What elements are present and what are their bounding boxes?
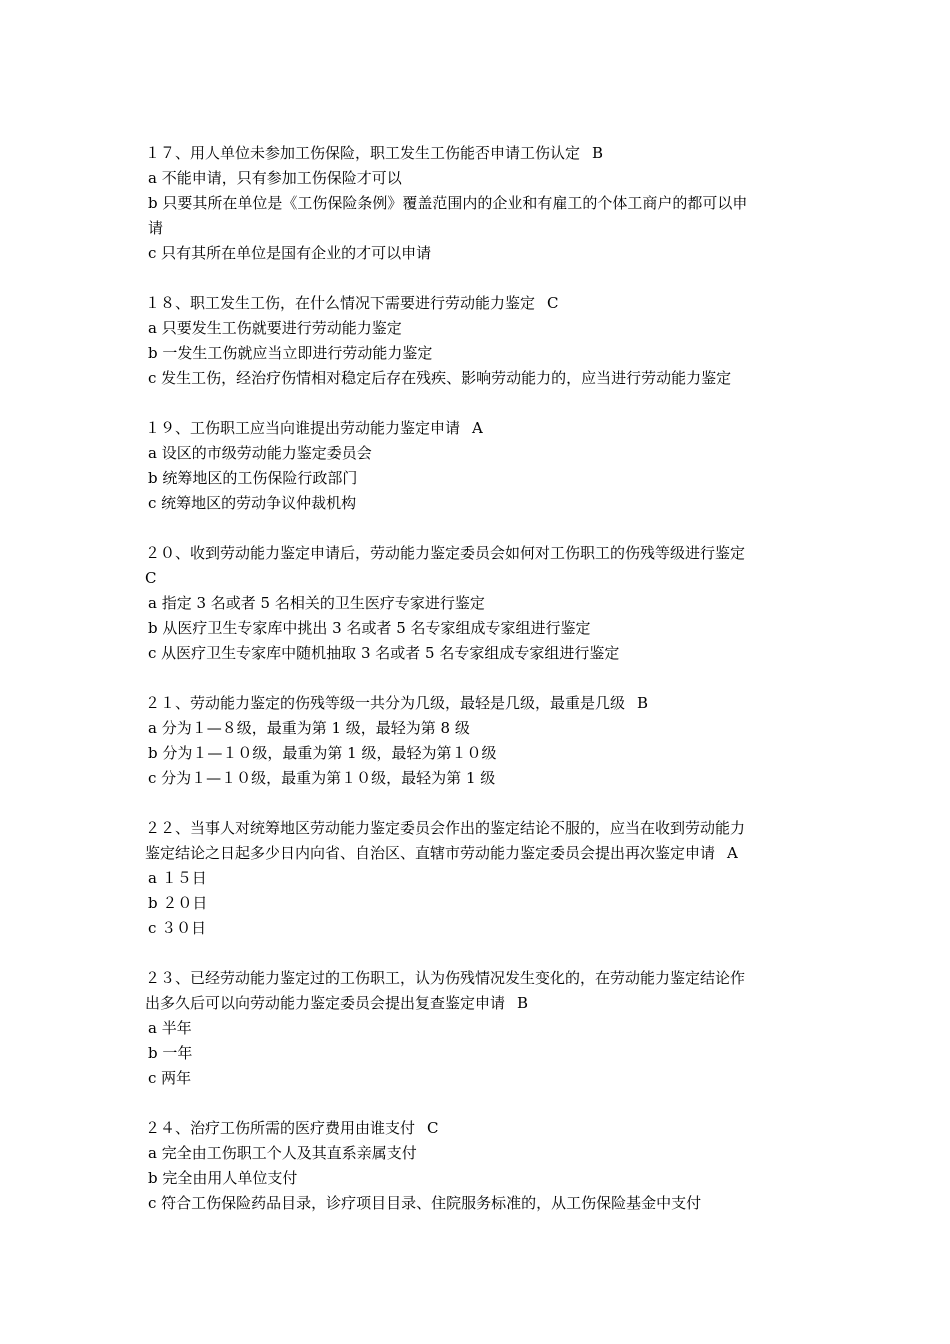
answer-option: a 半年 — [148, 1019, 192, 1037]
question-stem-text: １８、职工发生工伤，在什么情况下需要进行劳动能力鉴定 — [145, 294, 536, 312]
question-block — [145, 291, 815, 391]
question-stem-line — [145, 841, 815, 866]
answer-option: c 从医疗卫生专家库中随机抽取 3 名或者 5 名专家组成专家组进行鉴定 — [148, 644, 620, 662]
answer-option: a 指定 3 名或者 5 名相关的卫生医疗专家进行鉴定 — [148, 594, 485, 612]
question-stem-line — [145, 541, 815, 566]
answer-option: a 只要发生工伤就要进行劳动能力鉴定 — [148, 319, 402, 337]
answer-option: b 从医疗卫生专家库中挑出 3 名或者 5 名专家组成专家组进行鉴定 — [148, 619, 591, 637]
question-stem-line — [145, 691, 815, 716]
answer-key: A — [472, 419, 483, 437]
question-stem-line — [145, 966, 815, 991]
answer-option: 请 — [148, 219, 164, 237]
question-stem-text: ２０、收到劳动能力鉴定申请后，劳动能力鉴定委员会如何对工伤职工的伤残等级进行鉴定 — [145, 544, 746, 562]
answer-option: c 符合工伤保险药品目录，诊疗项目目录、住院服务标准的，从工伤保险基金中支付 — [148, 1194, 702, 1212]
answer-option: b 分为１—１０级，最重为第 1 级，最轻为第１０级 — [148, 744, 497, 762]
answer-key: A — [727, 844, 738, 862]
answer-key: C — [145, 569, 157, 587]
question-block — [145, 541, 815, 666]
question-stem-text: ２４、治疗工伤所需的医疗费用由谁支付 — [145, 1119, 416, 1137]
answer-key: B — [517, 994, 529, 1012]
answer-option: a 设区的市级劳动能力鉴定委员会 — [148, 444, 372, 462]
answer-option: c 只有其所在单位是国有企业的才可以申请 — [148, 244, 432, 262]
answer-option: b 完全由用人单位支付 — [148, 1169, 298, 1187]
answer-key: C — [427, 1119, 439, 1137]
question-block — [145, 966, 815, 1091]
document-page — [145, 141, 815, 1241]
answer-key: B — [592, 144, 604, 162]
question-block — [145, 141, 815, 266]
question-stem-line — [145, 991, 815, 1016]
answer-option: a １５日 — [148, 869, 207, 887]
question-stem-text: １７、用人单位未参加工伤保险，职工发生工伤能否申请工伤认定 — [145, 144, 581, 162]
question-stem-text: ２３、已经劳动能力鉴定过的工伤职工，认为伤残情况发生变化的，在劳动能力鉴定结论作 — [145, 969, 746, 987]
question-stem-line — [145, 1116, 815, 1141]
answer-option: b 只要其所在单位是《工伤保险条例》覆盖范围内的企业和有雇工的个体工商户的都可以申 — [148, 194, 748, 212]
question-stem-line — [145, 816, 815, 841]
answer-option: b 统筹地区的工伤保险行政部门 — [148, 469, 358, 487]
answer-option: c 两年 — [148, 1069, 192, 1087]
question-stem-text: ２１、劳动能力鉴定的伤残等级一共分为几级，最轻是几级，最重是几级 — [145, 694, 626, 712]
answer-option: b 一年 — [148, 1044, 193, 1062]
answer-option: b 一发生工伤就应当立即进行劳动能力鉴定 — [148, 344, 433, 362]
answer-option: c 分为１—１０级，最重为第１０级，最轻为第 1 级 — [148, 769, 496, 787]
question-block — [145, 816, 815, 941]
question-block — [145, 691, 815, 791]
question-stem-line — [145, 416, 815, 441]
answer-option: a 完全由工伤职工个人及其直系亲属支付 — [148, 1144, 417, 1162]
answer-option: c 发生工伤，经治疗伤情相对稳定后存在残疾、影响劳动能力的，应当进行劳动能力鉴定 — [148, 369, 732, 387]
question-block — [145, 416, 815, 516]
answer-option: a 不能申请，只有参加工伤保险才可以 — [148, 169, 402, 187]
question-stem-text: ２２、当事人对统筹地区劳动能力鉴定委员会作出的鉴定结论不服的，应当在收到劳动能力 — [145, 819, 746, 837]
answer-option: c ３０日 — [148, 919, 207, 937]
answer-option: c 统筹地区的劳动争议仲裁机构 — [148, 494, 357, 512]
question-stem-text: １９、工伤职工应当向谁提出劳动能力鉴定申请 — [145, 419, 461, 437]
question-stem-text: 鉴定结论之日起多少日内向省、自治区、直辖市劳动能力鉴定委员会提出再次鉴定申请 — [145, 844, 716, 862]
question-block — [145, 1116, 815, 1216]
answer-option: a 分为１—８级，最重为第 1 级，最轻为第 8 级 — [148, 719, 470, 737]
question-stem-text: 出多久后可以向劳动能力鉴定委员会提出复查鉴定申请 — [145, 994, 506, 1012]
answer-key: B — [637, 694, 649, 712]
answer-option: b ２０日 — [148, 894, 208, 912]
question-stem-line — [145, 141, 815, 166]
answer-key: C — [547, 294, 559, 312]
question-stem-line — [145, 291, 815, 316]
answer-line — [145, 566, 815, 591]
